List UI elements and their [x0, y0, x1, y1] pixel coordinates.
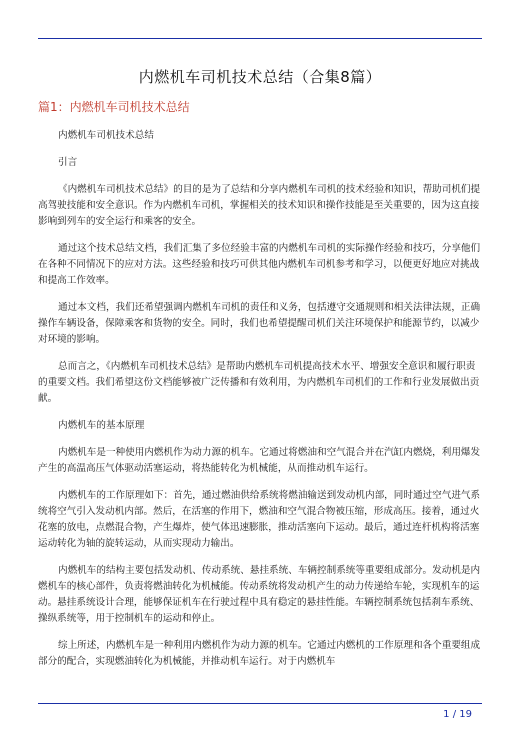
document-body [38, 128, 482, 681]
paragraph: 综上所述，内燃机车是一种利用内燃机作为动力源的机车。它通过内燃机的工作原理和各个重要组成部分的配合，实现燃油转化为机械能，并推动机车运行。对于内燃机车 [38, 640, 481, 667]
footer-rule [38, 703, 482, 704]
paragraph: 内燃机车是一种使用内燃机作为动力源的机车。它通过将燃油和空气混合并在汽缸内燃烧，利用爆发产生的高温高压气体驱动活塞运动，将热能转化为机械能，从而推动机车运行。 [38, 447, 481, 474]
paragraph: 《内燃机车司机技术总结》的目的是为了总结和分享内燃机车司机的技术经验和知识，帮助司机们提高驾驶技能和安全意识。作为内燃机车司机，掌握相关的技术知识和操作技能是至关重要的，因为这直接影响到列车的安全运行和乘客的安全。 [38, 184, 481, 227]
paragraph: 通过这个技术总结文档，我们汇集了多位经验丰富的内燃机车司机的实际操作经验和技巧，分享他们在各种不同情况下的应对方法。这些经验和技巧可供其他内燃机车司机参考和学习，以便更好地应对挑战和提高工作效率。 [38, 243, 481, 286]
principle-heading: 内燃机车的基本原理 [58, 420, 145, 431]
paragraph: 内燃机车的结构主要包括发动机、传动系统、悬挂系统、车辆控制系统等重要组成部分。发动机是内燃机车的核心部件，负责将燃油转化为机械能。传动系统将发动机产生的动力传递给车轮，实现机车的运动。悬挂系统设计合理，能够保证机车在行驶过程中具有稳定的悬挂性能。车辆控制系统包括刹车系统、操纵系统等，用于控制机车的运动和停止。 [38, 565, 481, 624]
subtitle-line: 内燃机车司机技术总结 [58, 130, 154, 141]
intro-heading: 引言 [58, 157, 78, 168]
page-number: 1 / 19 [443, 709, 472, 720]
paragraph: 通过本文档，我们还希望强调内燃机车司机的责任和义务，包括遵守交通规则和相关法律法规，正确操作车辆设备，保障乘客和货物的安全。同时，我们也希望提醒司机们关注环境保护和能源节约，以减少对环境的影响。 [38, 302, 481, 345]
section-heading: 篇1：内燃机车司机技术总结 [38, 100, 190, 114]
header-rule [38, 38, 482, 39]
paragraph: 内燃机车的工作原理如下：首先，通过燃油供给系统将燃油输送到发动机内部，同时通过空气进气系统将空气引入发动机内部。然后，在活塞的作用下，燃油和空气混合物被压缩，形成高压。接着，通过火花塞的放电，点燃混合物，产生爆炸，使气体迅速膨胀，推动活塞向下运动。最后，通过连杆机构将活塞运动转化为轴的旋转运动，从而实现动力输出。 [38, 490, 481, 549]
document-title: 内燃机车司机技术总结（合集8篇） [138, 68, 382, 86]
paragraph: 总而言之，《内燃机车司机技术总结》是帮助内燃机车司机提高技术水平、增强安全意识和履行职责的重要文档。我们希望这份文档能够被广泛传播和有效利用，为内燃机车司机们的工作和行业发展做出贡献。 [38, 361, 480, 404]
